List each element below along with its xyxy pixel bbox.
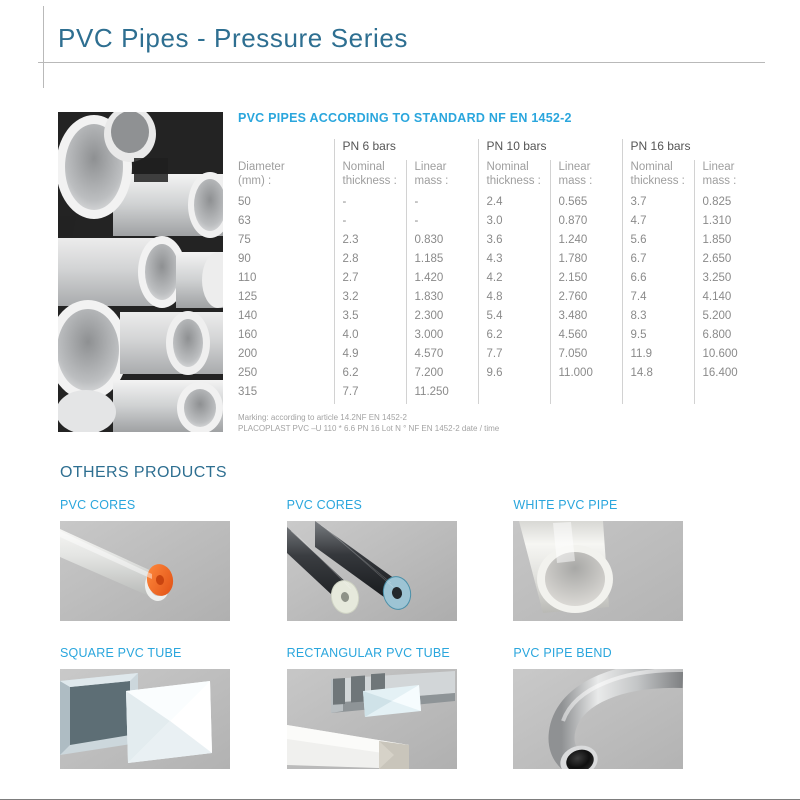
cell-diameter: 140 [238,310,258,322]
cell-value: 5.6 [622,233,694,252]
cell-value: 6.7 [622,252,694,271]
white-pipe-illustration [513,521,683,621]
column-header-diameter [238,160,334,195]
cell-value: 16.400 [694,366,766,385]
others-products-heading: OTHERS PRODUCTS [60,464,227,481]
cell-value: 7.7 [334,385,406,404]
cell-value: 14.8 [622,366,694,385]
cell-value: 2.4 [478,195,550,214]
cell-value: 8.3 [622,309,694,328]
others-products-grid [60,498,740,769]
cell-value: 2.300 [406,309,478,328]
cell-value: - [406,195,478,214]
cell-value: 11.9 [622,347,694,366]
cell-value: 2.760 [550,290,622,309]
cell-value: 3.5 [334,309,406,328]
product-label: SQUARE PVC TUBE [60,646,182,660]
products-row-1 [60,498,740,621]
cell-diameter: 250 [238,367,258,379]
cell-value: 0.830 [406,233,478,252]
cell-value [694,385,766,404]
cell-value: 4.560 [550,328,622,347]
cell-value: 4.8 [478,290,550,309]
white-pvc-pipe-photo [513,521,683,621]
header-horizontal-rule [38,62,765,63]
cell-diameter: 50 [238,196,251,208]
cell-value: - [334,195,406,214]
hdr-line2: mass : [702,175,737,187]
cell-value: 3.2 [334,290,406,309]
hdr-line1: Nominal [342,161,385,173]
cell-diameter: 125 [238,291,258,303]
group-header-pn10: PN 10 bars [478,139,622,160]
pvc-cores-rolls-illustration [287,521,457,621]
cell-value: 6.6 [622,271,694,290]
rectangular-pvc-tube-photo [287,669,457,769]
cell-value: 1.310 [694,214,766,233]
pvc-pipe-bend-photo [513,669,683,769]
product-card-white-pvc-pipe[interactable] [513,498,740,621]
cell-value: 3.480 [550,309,622,328]
column-header-diameter-line1: Diameter [238,161,285,173]
table-row [238,309,766,328]
hdr-line2: thickness : [486,175,541,187]
cell-value: - [406,214,478,233]
marking-note-line-1: Marking: according to article 14.2NF EN 1452-2 [238,413,407,422]
product-label: PVC CORES [286,498,363,512]
cell-value: 11.000 [550,366,622,385]
column-header-pn10-thickness [478,160,550,195]
pvc-core-orange-illustration [60,521,230,621]
hdr-line1: Nominal [486,161,529,173]
cell-value [622,385,694,404]
cell-value: 4.570 [406,347,478,366]
cell-value: 6.800 [694,328,766,347]
cell-value: 1.850 [694,233,766,252]
pvc-cores-orange-cap-photo [60,521,230,621]
cell-value: 5.4 [478,309,550,328]
cell-value: 1.185 [406,252,478,271]
table-row [238,214,766,233]
table-row [238,252,766,271]
hdr-line1: Linear [414,161,447,173]
product-label: PVC PIPE BEND [513,646,612,660]
cell-value: 2.8 [334,252,406,271]
cell-value: 0.825 [694,195,766,214]
product-label: RECTANGULAR PVC TUBE [286,646,450,660]
column-header-pn16-mass [694,160,766,195]
square-pvc-tube-photo [60,669,230,769]
column-header-pn16-thickness [622,160,694,195]
cell-value: 0.870 [550,214,622,233]
cell-diameter: 63 [238,215,251,227]
marking-note-line-2: PLACOPLAST PVC –U 110 * 6.6 PN 16 Lot N ° NF EN 1452-2 date / time [238,424,500,433]
group-header-blank [238,139,334,160]
product-card-rectangular-pvc-tube[interactable] [287,646,514,769]
cell-diameter: 200 [238,348,258,360]
cell-value: - [334,214,406,233]
cell-value: 4.2 [478,271,550,290]
table-row [238,271,766,290]
cell-diameter: 315 [238,386,258,398]
table-marking-note [238,412,766,434]
cell-value: 4.3 [478,252,550,271]
cell-value: 3.7 [622,195,694,214]
cell-value: 7.4 [622,290,694,309]
cell-value: 3.250 [694,271,766,290]
page-title: PVC Pipes - Pressure Series [58,23,408,53]
pvc-pipes-stack-illustration [58,112,223,432]
group-header-pn6: PN 6 bars [334,139,478,160]
cell-diameter: 110 [238,272,257,284]
cell-value: 3.0 [478,214,550,233]
cell-value: 4.140 [694,290,766,309]
cell-value: 7.200 [406,366,478,385]
column-header-pn10-mass [550,160,622,195]
cell-value: 3.000 [406,328,478,347]
hdr-line2: thickness : [630,175,685,187]
cell-value: 4.0 [334,328,406,347]
cell-value: 0.565 [550,195,622,214]
cell-value: 1.830 [406,290,478,309]
cell-value: 6.2 [478,328,550,347]
pvc-pipes-spec-table [238,139,766,404]
table-row [238,385,766,404]
column-header-pn6-thickness [334,160,406,195]
table-row [238,328,766,347]
cell-value: 4.7 [622,214,694,233]
rectangular-tube-illustration [287,669,457,769]
table-row [238,195,766,214]
cell-value: 1.780 [550,252,622,271]
product-card-pvc-pipe-bend[interactable] [513,646,740,769]
cell-value: 4.9 [334,347,406,366]
table-column-header-row [238,160,766,195]
column-header-pn6-mass [406,160,478,195]
pvc-pipes-stack-photo [58,112,223,432]
product-label: PVC CORES [60,498,136,512]
hdr-line1: Linear [558,161,591,173]
group-header-pn16: PN 16 bars [622,139,766,160]
cell-value: 9.5 [622,328,694,347]
table-row [238,290,766,309]
pipe-bend-illustration [513,669,683,769]
cell-value: 2.150 [550,271,622,290]
product-card-square-pvc-tube[interactable] [60,646,287,769]
table-row [238,233,766,252]
spec-table-title: PVC PIPES ACCORDING TO STANDARD NF EN 1452-2 [238,111,572,125]
table-row [238,366,766,385]
products-row-2 [60,646,740,769]
cell-value [550,385,622,404]
cell-value: 6.2 [334,366,406,385]
hdr-line1: Linear [702,161,735,173]
cell-value: 3.6 [478,233,550,252]
cell-value: 7.7 [478,347,550,366]
cell-value: 9.6 [478,366,550,385]
cell-value: 2.650 [694,252,766,271]
table-group-header-row [238,139,766,160]
header-vertical-rule [43,6,44,88]
cell-diameter: 90 [238,253,251,265]
hdr-line2: mass : [414,175,449,187]
product-card-pvc-cores-1[interactable] [60,498,287,621]
cell-value [478,385,550,404]
spec-table-body [238,195,766,404]
square-tube-illustration [60,669,230,769]
product-label: WHITE PVC PIPE [513,498,618,512]
cell-value: 2.7 [334,271,406,290]
cell-value: 11.250 [406,385,478,404]
hdr-line1: Nominal [630,161,673,173]
cell-value: 1.240 [550,233,622,252]
product-card-pvc-cores-2[interactable] [287,498,514,621]
table-row [238,347,766,366]
cell-diameter: 160 [238,329,258,341]
cell-value: 2.3 [334,233,406,252]
pvc-cores-dark-rolls-photo [287,521,457,621]
cell-value: 7.050 [550,347,622,366]
cell-value: 1.420 [406,271,478,290]
hdr-line2: thickness : [342,175,397,187]
spec-table-section [238,111,766,434]
cell-diameter: 75 [238,234,251,246]
column-header-diameter-line2: (mm) : [238,175,272,187]
cell-value: 5.200 [694,309,766,328]
cell-value: 10.600 [694,347,766,366]
hdr-line2: mass : [558,175,593,187]
